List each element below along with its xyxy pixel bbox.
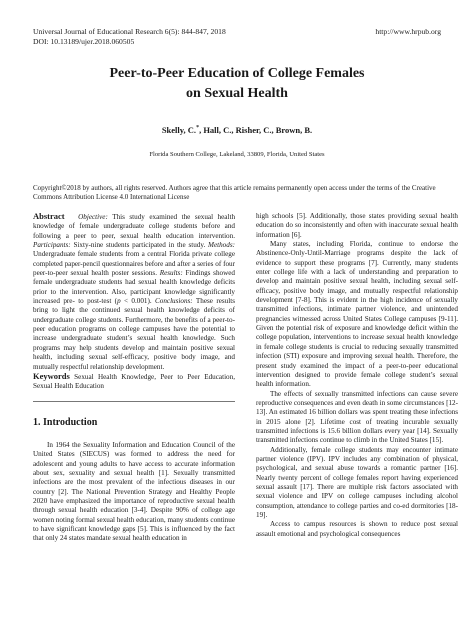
- results-text-b: < 0.001).: [120, 297, 155, 306]
- paper-title: [0, 64, 474, 104]
- abstract-label: Abstract: [33, 211, 65, 221]
- intro-paragraph-1-continued: high schools [5]. Additionally, those states providing sexual health education do so inconsistently and often with inaccurate sexual health information [6].: [256, 212, 458, 239]
- conclusions-text: These results bring to light the continued sexual health knowledge deficits of undergraduate college students. Furthermore, the benefits of a peer-to-peer education programs on college campuses have the potential to increase undergraduate student’s sexual health knowledge. Such programs may help students develop and maintain positive sexual health, including sexual self-efficacy, positive body image, and mutually respectful relationship development.: [33, 297, 235, 371]
- participants-label: Participants:: [33, 241, 71, 250]
- abstract: [33, 212, 235, 372]
- intro-paragraph-4: Additionally, female college students may encounter intimate partner violence (IPV). IPV includes any combination of physical, psychological, and sexual abuse towards a romantic partner [16]. Nearly twenty percent of college females report having experienced sexual assault [17]. There are multiple risk factors associated with sexual violence and IPV on college campuses including alcohol consumption, attendance to college parties and co-ed dormitories [18-19].: [256, 445, 458, 519]
- doi-line: DOI: 10.13189/ujer.2018.060505: [33, 37, 135, 46]
- intro-paragraph-5: Access to campus resources is shown to reduce post sexual assault emotional and psychological consequences: [256, 520, 458, 538]
- methods-label: Methods:: [208, 241, 235, 250]
- title-line-1: Peer-to-Peer Education of College Females: [109, 66, 365, 81]
- intro-paragraph-2: Many states, including Florida, continue to endorse the Abstinence-Only-Until-Marriage programs despite the lack of evidence to support these programs [7]. Currently, many students enter college life with a lack of understanding and preparation to develop and maintain positive sexual health, including sexual self-efficacy, positive body image, and mutually respectful relationship development [7-8]. This is evident in the high incidence of sexually transmitted infections, intimate partner violence, and unintended pregnancies witnessed across United States College campuses [9-11]. Given the potential risk of exposure and knowledge deficit within the college population, interventions to increase sexual health knowledge in female college students is crucial to reducing sexually transmitted infection (STI) exposure and improving sexual health. Therefore, the present study examined the impact of a peer-to-peer educational intervention designed to provide female college student’s sexual health information.: [256, 240, 458, 389]
- left-column: [33, 212, 235, 544]
- keywords-label: Keywords: [33, 370, 70, 381]
- affiliation: Florida Southern College, Lakeland, 33809, Florida, United States: [149, 151, 325, 158]
- p-value-symbol: p: [117, 297, 121, 306]
- journal-line: Universal Journal of Educational Research 6(5): 844-847, 2018: [33, 27, 226, 36]
- results-label: Results:: [159, 269, 183, 278]
- results-text-a: Findings showed female undergraduate students had sexual health knowledge deficits prior to the intervention. Also, participant knowledge significantly increased pre- to post-test (: [33, 269, 235, 306]
- first-author: Skelly, C.: [161, 125, 197, 135]
- right-column: [256, 212, 458, 539]
- participants-text: Sixty-nine students participated in the study.: [70, 241, 209, 250]
- other-authors: , Hall, C., Risher, C., Brown, B.: [199, 125, 313, 135]
- keywords: [33, 372, 235, 392]
- intro-paragraph-1: In 1964 the Sexuality Information and Education Council of the United States (SIECUS) was formed to address the need for adolescent and young adults to have access to accurate information about sex, sexuality and sexual health [1]. Sexually transmitted infections are the most prevalent of the infectious diseases in our country [2]. The National Prevention Strategy and Healthy People 2020 have emphasized the importance of reproductive sexual health through sexual health education [3-4]. Despite 90% of college age women noting formal sexual health education, many students continue to have significant knowledge gaps [5]. This is influenced by the fact that only 24 states mandate sexual health education in: [33, 440, 235, 543]
- objective-label: Objective:: [78, 213, 108, 221]
- intro-paragraph-3: The effects of sexually transmitted infections can cause severe reproductive consequences and even death in some circumstances [12-13]. An estimated 16 billion dollars was spent treating these infections in 2015 alone [2]. Lifetime cost of treating incurable sexually transmitted infections is 15.6 billion dollars every year [14]. Sexually transmitted infections continue to climb in the United States [15].: [256, 389, 458, 445]
- methods-text: Undergraduate female students from a central Florida private college completed paper-pencil questionnaires before and after a series of four peer-to-peer sexual health poster sessions.: [33, 250, 235, 278]
- author-list: [0, 125, 474, 135]
- keywords-text: Sexual Health Knowledge, Peer to Peer Education, Sexual Health Education: [33, 372, 235, 391]
- conclusions-label: Conclusions:: [155, 297, 193, 306]
- section-divider: [33, 401, 235, 402]
- objective-text: This study examined the sexual health knowledge of female undergraduate college students before and following a peer to peer, sexual health education intervention.: [33, 213, 236, 240]
- section-heading-introduction: 1. Introduction: [33, 416, 98, 428]
- title-line-2: on Sexual Health: [186, 86, 288, 101]
- journal-website[interactable]: http://www.hrpub.org: [375, 27, 441, 36]
- corresponding-author-mark: *: [196, 125, 200, 132]
- journal-citation: [33, 27, 226, 47]
- copyright-notice: Copyright©2018 by authors, all rights reserved. Authors agree that this article remains permanently open access under the terms of the Creative Commons Attribution License 4.0 International License: [33, 184, 436, 201]
